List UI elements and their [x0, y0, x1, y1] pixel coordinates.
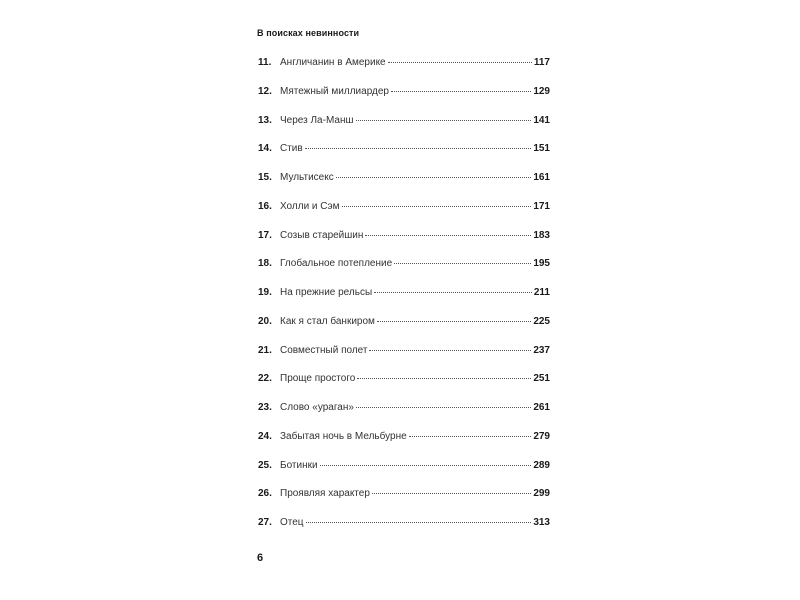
toc-leader-dots	[409, 436, 532, 437]
toc-entry-title: Проще простого	[280, 373, 356, 385]
toc-entry-number: 20.	[258, 315, 272, 327]
toc-entry-number: 18.	[258, 258, 272, 270]
toc-entry	[258, 172, 550, 201]
toc-entry	[258, 402, 550, 431]
toc-entry-number: 15.	[258, 172, 272, 183]
toc-entry	[258, 316, 550, 345]
toc-entry-number: 17.	[258, 229, 272, 241]
toc-entry-title: Ботинки	[280, 459, 318, 471]
toc-leader-dots	[365, 235, 531, 236]
toc-entry-page: 183	[533, 229, 550, 241]
toc-entry-page: 279	[533, 430, 550, 442]
toc-entry-title: Глобальное потепление	[280, 258, 393, 270]
toc-entry-page: 129	[533, 85, 550, 97]
toc-entry-title: Как я стал банкиром	[280, 315, 375, 327]
toc-entry	[258, 258, 550, 287]
running-head: В поисках невинности	[257, 28, 360, 38]
toc-leader-dots	[369, 350, 531, 351]
toc-entry-page: 225	[533, 315, 550, 327]
toc-entry-page: 313	[533, 517, 550, 528]
toc-leader-dots	[320, 465, 532, 466]
toc-leader-dots	[377, 321, 531, 322]
toc-entry-number: 27.	[258, 517, 272, 528]
toc-entry-page: 117	[533, 57, 550, 68]
toc-entry-page: 261	[533, 402, 550, 413]
table-of-contents	[258, 57, 550, 546]
toc-entry	[258, 345, 550, 374]
toc-entry-title: Отец	[280, 517, 304, 528]
toc-entry-number: 13.	[258, 114, 272, 126]
toc-entry-title: Англичанин в Америке	[280, 57, 386, 68]
toc-leader-dots	[356, 407, 531, 408]
toc-entry-title: Мультисекс	[280, 172, 334, 183]
toc-entry	[258, 86, 550, 115]
toc-entry-page: 141	[533, 114, 550, 126]
toc-entry-number: 19.	[258, 287, 272, 298]
toc-entry-number: 23.	[258, 402, 272, 413]
toc-leader-dots	[394, 263, 531, 264]
toc-entry-title: Стив	[280, 143, 303, 155]
toc-leader-dots	[388, 62, 532, 63]
toc-entry-number: 12.	[258, 85, 272, 97]
toc-entry-page: 251	[533, 373, 550, 385]
toc-entry-title: Проявляя характер	[280, 488, 370, 500]
toc-entry-page: 211	[533, 287, 550, 298]
toc-entry-page: 195	[533, 258, 550, 270]
toc-entry-title: Через Ла-Манш	[280, 114, 354, 126]
toc-entry	[258, 373, 550, 402]
toc-leader-dots	[357, 378, 531, 379]
toc-leader-dots	[342, 206, 532, 207]
toc-entry-number: 14.	[258, 143, 272, 155]
toc-entry	[258, 460, 550, 489]
toc-entry-page: 171	[533, 200, 550, 212]
toc-entry	[258, 201, 550, 230]
toc-entry	[258, 57, 550, 86]
toc-entry	[258, 517, 550, 546]
toc-entry-page: 161	[533, 172, 550, 183]
toc-entry-number: 24.	[258, 430, 272, 442]
toc-entry-title: Мятежный миллиардер	[280, 85, 389, 97]
toc-leader-dots	[372, 493, 531, 494]
toc-entry	[258, 143, 550, 172]
toc-entry-title: Слово «ураган»	[280, 402, 354, 413]
toc-entry-title: Забытая ночь в Мельбурне	[280, 430, 407, 442]
toc-entry-title: Созыв старейшин	[280, 229, 364, 241]
toc-entry-number: 25.	[258, 459, 272, 471]
page-number: 6	[257, 552, 264, 564]
toc-leader-dots	[374, 292, 532, 293]
toc-leader-dots	[356, 120, 532, 121]
toc-entry-number: 22.	[258, 373, 272, 385]
toc-entry-number: 21.	[258, 344, 272, 356]
toc-leader-dots	[336, 177, 532, 178]
toc-entry	[258, 287, 550, 316]
toc-entry-number: 26.	[258, 488, 272, 500]
toc-leader-dots	[306, 522, 532, 523]
toc-leader-dots	[391, 91, 531, 92]
toc-entry-number: 11.	[258, 57, 272, 68]
toc-entry	[258, 230, 550, 259]
toc-entry	[258, 488, 550, 517]
toc-entry-page: 237	[533, 344, 550, 356]
toc-leader-dots	[305, 148, 532, 149]
toc-entry-page: 151	[533, 143, 550, 155]
toc-entry-title: Совместный полет	[280, 344, 368, 356]
toc-entry	[258, 431, 550, 460]
toc-entry-page: 289	[533, 459, 550, 471]
toc-entry-number: 16.	[258, 200, 272, 212]
toc-entry-title: На прежние рельсы	[280, 287, 373, 298]
toc-entry-page: 299	[533, 488, 550, 500]
toc-entry-title: Холли и Сэм	[280, 200, 340, 212]
toc-entry	[258, 115, 550, 144]
